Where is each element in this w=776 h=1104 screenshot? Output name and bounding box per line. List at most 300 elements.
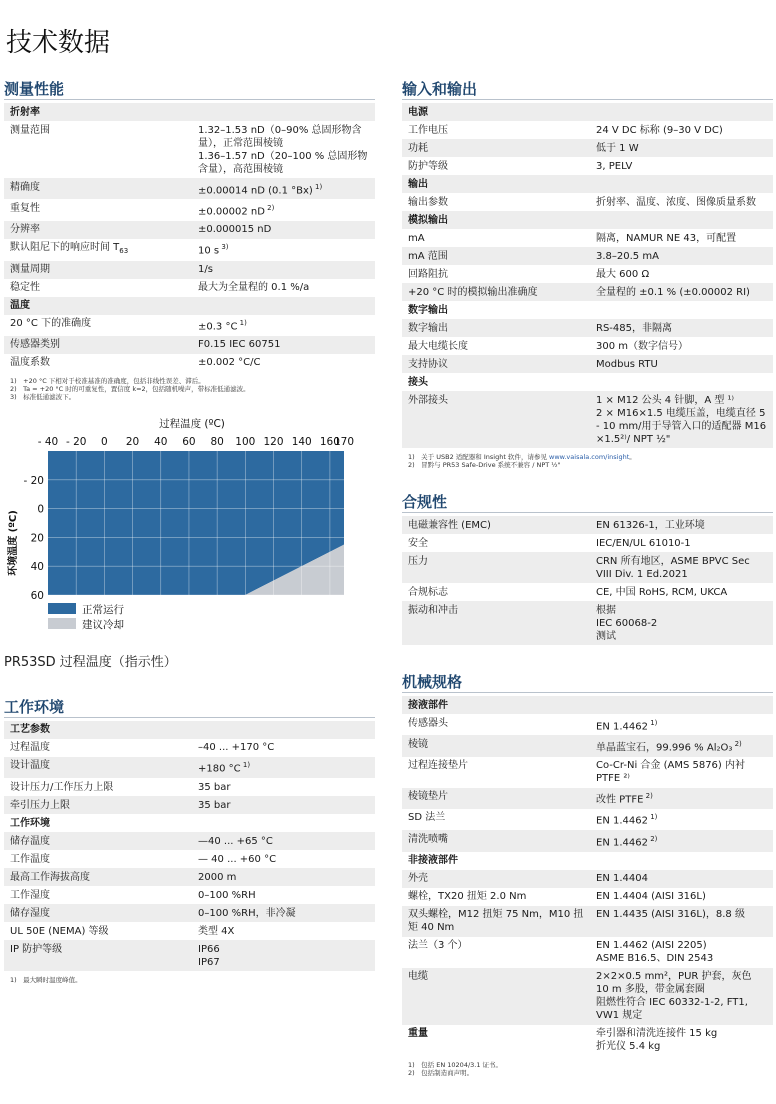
spec-label-text: 重复性 <box>10 202 40 214</box>
table-row <box>402 193 773 211</box>
spec-label <box>4 261 192 279</box>
spec-label <box>4 739 192 757</box>
spec-value <box>590 337 773 355</box>
spec-label <box>402 757 590 788</box>
group-heading: 工艺参数 <box>4 721 375 739</box>
spec-value <box>590 757 773 788</box>
table-row <box>402 714 773 735</box>
spec-label-text: 棱镜垫片 <box>408 791 448 803</box>
legend-label: 正常运行 <box>82 603 124 616</box>
footnote-ref: 1) <box>312 182 323 191</box>
table-row <box>402 809 773 830</box>
spec-label-text: 振动和冲击 <box>408 604 458 616</box>
spec-value-line: ±0.000015 nD <box>198 224 272 236</box>
group-heading: 输出 <box>402 175 773 193</box>
y-tick-label: 40 <box>30 561 44 574</box>
spec-value-line: 3, PELV <box>596 160 633 172</box>
spec-value-line: 0–100 %RH <box>198 889 256 901</box>
spec-label <box>4 868 192 886</box>
spec-value-line: 隔离，NAMUR NE 43，可配置 <box>596 232 737 244</box>
spec-label <box>402 968 590 1025</box>
spec-value <box>192 940 375 971</box>
spec-value-line: 低于 1 W <box>596 142 639 154</box>
spec-value-line: EN 1.4435 (AISI 316L)，8.8 级 <box>596 909 745 921</box>
spec-label-text: 温度系数 <box>10 357 50 369</box>
group-heading: 数字输出 <box>402 301 773 319</box>
spec-value <box>192 239 375 261</box>
spec-value-line: 改性 PTFE $^{2)}$ <box>596 792 653 806</box>
spec-value <box>192 922 375 940</box>
spec-value-line: EN 1.4462 $^{2)}$ <box>596 834 658 849</box>
spec-label-text: 传感器头 <box>408 717 448 729</box>
spec-value <box>590 265 773 283</box>
spec-value-line: EN 61326-1，工业环境 <box>596 519 705 531</box>
x-tick-label: 20 <box>125 435 140 448</box>
spec-value <box>590 968 773 1025</box>
table-row <box>4 336 375 354</box>
spec-value-line: IP66 <box>198 943 220 955</box>
spec-label <box>4 850 192 868</box>
y-tick-label: - 20 <box>23 474 44 487</box>
mechanical-section <box>402 671 773 1077</box>
measurement-footnotes <box>4 377 375 401</box>
spec-value-line: 3.8–20.5 mA <box>596 250 659 262</box>
spec-value <box>192 279 375 297</box>
spec-value <box>590 139 773 157</box>
spec-value <box>192 886 375 904</box>
spec-label-text: 储存温度 <box>10 835 50 847</box>
spec-value-line: 300 m（数字信号） <box>596 340 689 352</box>
spec-label-text: 测量周期 <box>10 264 50 276</box>
spec-label <box>4 354 192 372</box>
table-row <box>402 830 773 851</box>
table-row <box>402 247 773 265</box>
spec-value <box>192 832 375 850</box>
spec-value-line: 1/s <box>198 264 213 276</box>
table-row <box>402 121 773 139</box>
footnote-ref: 3) <box>219 243 229 252</box>
spec-label-subscript: 63 <box>119 247 129 256</box>
spec-value <box>192 904 375 922</box>
spec-value <box>590 788 773 809</box>
table-row <box>402 211 773 229</box>
spec-label-text: 牵引压力上限 <box>10 799 70 811</box>
spec-label-text: 传感器类别 <box>10 339 60 351</box>
table-row <box>402 337 773 355</box>
spec-value-line: Co-Cr-Ni 合金 (AMS 5876) 内衬 PTFE ²⁾ <box>596 760 745 785</box>
group-heading: 接头 <box>402 373 773 391</box>
section-title-measurement: 测量性能 <box>4 78 375 100</box>
spec-value-line: ±0.3 °C $^{1)}$ <box>198 319 247 333</box>
legend-label: 建议冷却 <box>82 618 124 631</box>
spec-value <box>590 601 773 645</box>
spec-value <box>590 830 773 851</box>
chart-title: 过程温度 (ºC) <box>159 417 225 430</box>
x-tick-label: 100 <box>235 435 256 448</box>
table-row <box>402 937 773 968</box>
spec-label <box>402 355 590 373</box>
table-row <box>402 552 773 583</box>
x-tick-label: 160 <box>319 435 340 448</box>
compliance-section <box>402 491 773 645</box>
spec-value-line: 1.32–1.53 nD（0–90% 总固形物含量），正常范围棱镜 <box>198 124 362 149</box>
spec-value-line: EN 1.4404 <box>596 873 648 885</box>
spec-value <box>590 157 773 175</box>
environment-footnotes <box>4 976 375 984</box>
measurement-table <box>4 103 375 372</box>
spec-value-line: IEC/EN/UL 61010-1 <box>596 537 691 549</box>
spec-label <box>402 534 590 552</box>
table-row <box>402 757 773 788</box>
group-heading: 接液部件 <box>402 696 773 714</box>
spec-value <box>590 937 773 968</box>
spec-label <box>4 886 192 904</box>
spec-value <box>192 850 375 868</box>
spec-value-line: 0–100 %RH，非冷凝 <box>198 907 296 919</box>
spec-value-line: –40 ... +170 °C <box>198 742 275 754</box>
footnote-ref: 2) <box>647 834 658 843</box>
spec-value <box>590 121 773 139</box>
table-row <box>4 832 375 850</box>
spec-value <box>192 778 375 796</box>
chart-caption: PR53SD 过程温度（指示性） <box>4 654 177 670</box>
insight-link[interactable]: www.vaisala.com/insight <box>549 453 630 461</box>
table-row <box>402 373 773 391</box>
table-row <box>402 229 773 247</box>
spec-label-text: 设计压力/工作压力上限 <box>10 781 114 793</box>
spec-value <box>192 796 375 814</box>
table-row <box>402 301 773 319</box>
spec-label-text: 过程连接垫片 <box>408 760 468 772</box>
spec-value-line: 折射率、温度、浓度、图像质量系数 <box>596 196 756 208</box>
spec-value-line: 2×2×0.5 mm²，PUR 护套，灰色 10 m 多股，带金属套圈 <box>596 971 752 996</box>
spec-value-line: IP67 <box>198 956 220 968</box>
spec-value <box>192 261 375 279</box>
compliance-table <box>402 516 773 645</box>
spec-value <box>590 809 773 830</box>
table-row <box>402 103 773 121</box>
table-row <box>402 583 773 601</box>
table-row <box>402 355 773 373</box>
spec-value-line: 35 bar <box>198 799 231 811</box>
spec-value-line: EN 1.4462 (AISI 2205) <box>596 940 707 952</box>
footnote-ref: 1) <box>647 813 658 822</box>
table-row <box>4 354 375 372</box>
spec-value <box>192 336 375 354</box>
spec-value-line: CRN 所有地区，ASME BPVC Sec VIII Div. 1 Ed.2021 <box>596 555 750 580</box>
footnote-ref: 2) <box>264 203 275 212</box>
footnote: 2) Ta = +20 °C 时的可重复性，置信度 k=2，包括随机噪声，带标准低通滤波。 <box>10 384 250 393</box>
spec-value-line: ±0.002 °C/C <box>198 357 261 369</box>
footnote: 2) 冒黔与 PR53 Safe-Drive 系统不兼容 / NPT ½" <box>408 461 561 469</box>
spec-value <box>590 193 773 211</box>
spec-label <box>4 757 192 778</box>
spec-value <box>192 868 375 886</box>
spec-label <box>402 139 590 157</box>
spec-value <box>192 221 375 239</box>
mechanical-footnotes <box>402 1061 773 1077</box>
y-tick-label: 0 <box>37 503 44 516</box>
spec-value-line: 最大 600 Ω <box>596 268 650 280</box>
spec-label <box>4 315 192 336</box>
spec-value-line: RS-485，非隔离 <box>596 322 672 334</box>
right-column <box>402 78 773 1077</box>
table-row <box>4 199 375 220</box>
table-row <box>402 319 773 337</box>
spec-value <box>590 888 773 906</box>
spec-value-line: +180 °C $^{1)}$ <box>198 761 251 775</box>
spec-value <box>192 199 375 220</box>
table-row <box>402 870 773 888</box>
spec-label <box>402 265 590 283</box>
spec-label <box>402 283 590 301</box>
section-title-io: 输入和输出 <box>402 78 773 100</box>
spec-label <box>4 904 192 922</box>
table-row <box>402 888 773 906</box>
group-heading: 电源 <box>402 103 773 121</box>
spec-label-text: 测量范围 <box>10 124 50 136</box>
footnote-ref: 1) <box>237 319 247 328</box>
table-row <box>4 904 375 922</box>
spec-label <box>402 337 590 355</box>
spec-label-text: 清洗喷嘴 <box>408 833 448 845</box>
spec-label-text: 重量 <box>408 1028 428 1040</box>
spec-value-line: Modbus RTU <box>596 358 658 370</box>
spec-label <box>402 906 590 937</box>
spec-value <box>590 870 773 888</box>
spec-label <box>402 583 590 601</box>
io-footnotes <box>402 453 773 469</box>
spec-label <box>4 239 192 261</box>
spec-label-text: 储存湿度 <box>10 907 50 919</box>
spec-value <box>590 283 773 301</box>
spec-value <box>192 739 375 757</box>
spec-label <box>4 279 192 297</box>
footnote-ref: 1) <box>647 718 658 727</box>
spec-value-line: 全量程的 ±0.1 % (±0.00002 RI) <box>596 286 750 298</box>
spec-value-line: 1.36–1.57 nD（20–100 % 总固形物含量），高范围棱镜 <box>198 150 368 175</box>
spec-label-text: 支持协议 <box>408 358 448 370</box>
spec-label <box>4 221 192 239</box>
spec-label <box>402 193 590 211</box>
spec-label <box>402 391 590 448</box>
section-title-environment: 工作环境 <box>4 696 375 718</box>
table-row <box>402 696 773 714</box>
spec-label-text: 功耗 <box>408 142 428 154</box>
spec-label-text: 工作电压 <box>408 124 448 136</box>
table-row <box>4 886 375 904</box>
table-row <box>4 778 375 796</box>
spec-value-line: 单晶蓝宝石，99.996 % Al₂O₃ $^{2)}$ <box>596 739 742 754</box>
group-heading: 非接液部件 <box>402 852 773 870</box>
footnote: 2) 包括制造商声明。 <box>408 1068 474 1077</box>
table-row <box>4 814 375 832</box>
spec-label-text: 回路阻抗 <box>408 268 448 280</box>
table-row <box>402 852 773 870</box>
spec-label <box>4 940 192 971</box>
spec-label <box>402 516 590 534</box>
spec-label <box>402 830 590 851</box>
spec-value <box>192 178 375 199</box>
spec-value-line: EN 1.4404 (AISI 316L) <box>596 891 706 903</box>
left-column <box>4 78 375 984</box>
table-row <box>402 968 773 1025</box>
spec-value-line: 类型 4X <box>198 925 235 937</box>
spec-label-text: 精确度 <box>10 181 40 193</box>
spec-value <box>590 714 773 735</box>
spec-value <box>590 391 773 448</box>
io-table <box>402 103 773 448</box>
spec-label <box>402 714 590 735</box>
spec-label-text: 工作温度 <box>10 853 50 865</box>
footnote-ref: 1) <box>240 761 251 770</box>
spec-value-line: ±0.00002 nD $^{2)}$ <box>198 203 275 218</box>
spec-label <box>402 888 590 906</box>
table-row <box>402 157 773 175</box>
spec-value <box>192 315 375 336</box>
footnote: 1) +20 °C 下相对于校准基准的准确度，包括非线性误差、滞后。 <box>10 376 205 385</box>
footnote-ref: 2) <box>643 792 653 801</box>
table-row <box>4 757 375 778</box>
spec-value <box>590 735 773 756</box>
legend-swatch-cooling <box>48 618 76 629</box>
spec-value <box>590 552 773 583</box>
spec-label <box>402 121 590 139</box>
spec-label <box>4 336 192 354</box>
group-heading: 工作环境 <box>4 814 375 832</box>
spec-value <box>590 1025 773 1056</box>
spec-label <box>402 870 590 888</box>
spec-label <box>4 121 192 178</box>
spec-value <box>192 757 375 778</box>
page-title: 技术数据 <box>6 28 111 58</box>
spec-value <box>192 354 375 372</box>
table-row <box>402 265 773 283</box>
spec-label-text: 最大电缆长度 <box>408 340 468 352</box>
spec-value-line: CE, 中国 RoHS, RCM, UKCA <box>596 586 728 598</box>
x-tick-label: 40 <box>154 435 168 448</box>
spec-value <box>590 583 773 601</box>
spec-label-text: 双头螺栓，M12 扭矩 75 Nm，M10 扭矩 40 Nm <box>408 909 584 934</box>
spec-value-line: 1 × M12 公头 4 针脚，A 型 ¹⁾ <box>596 394 735 406</box>
spec-label-text: 工作湿度 <box>10 889 50 901</box>
spec-label-text: mA <box>408 232 425 244</box>
spec-label <box>402 735 590 756</box>
spec-value <box>590 319 773 337</box>
table-row <box>4 178 375 199</box>
spec-label-text: 设计温度 <box>10 760 50 772</box>
spec-value <box>590 355 773 373</box>
x-tick-label: 60 <box>182 435 196 448</box>
spec-label-text: UL 50E (NEMA) 等级 <box>10 925 109 937</box>
footnote: 3) 标准低通滤波下。 <box>10 392 76 401</box>
spec-label-text: IP 防护等级 <box>10 943 63 955</box>
spec-value <box>590 534 773 552</box>
spec-value-line: EN 1.4462 $^{1)}$ <box>596 813 658 827</box>
spec-label <box>402 1025 590 1056</box>
spec-label-text: SD 法兰 <box>408 812 446 824</box>
spec-label-text: 防护等级 <box>408 160 448 172</box>
x-tick-label: 80 <box>210 435 224 448</box>
spec-label-text: 外壳 <box>408 873 428 885</box>
spec-value-line: — 40 ... +60 °C <box>198 853 277 865</box>
spec-value-line: 24 V DC 标称 (9–30 V DC) <box>596 124 723 136</box>
measurement-section <box>4 78 375 401</box>
table-row <box>402 1025 773 1056</box>
spec-label <box>4 778 192 796</box>
table-row <box>4 315 375 336</box>
table-row <box>402 283 773 301</box>
table-row <box>4 868 375 886</box>
table-row <box>402 534 773 552</box>
spec-label <box>4 199 192 220</box>
x-tick-label: 120 <box>263 435 284 448</box>
footnote-ref: 2) <box>732 739 742 748</box>
spec-label-text: 合规标志 <box>408 586 448 598</box>
spec-label-text: 棱镜 <box>408 738 428 750</box>
table-row <box>4 739 375 757</box>
table-row <box>402 139 773 157</box>
table-row <box>402 906 773 937</box>
y-tick-label: 20 <box>30 532 44 545</box>
spec-label-text: 法兰（3 个） <box>408 940 468 952</box>
spec-label-text: +20 °C 时的模拟输出准确度 <box>408 286 538 298</box>
spec-label-text: 压力 <box>408 555 428 567</box>
table-row <box>402 391 773 448</box>
table-row <box>4 121 375 178</box>
x-tick-label: - 40 <box>37 435 59 448</box>
table-row <box>402 788 773 809</box>
temperature-chart-svg <box>4 415 375 645</box>
footnote: 1) 关于 USB2 适配器和 Insight 软件，请参见 www.vaisala.com/insight。 <box>408 453 636 461</box>
x-tick-label: - 20 <box>65 435 87 448</box>
table-row <box>4 297 375 315</box>
table-row <box>4 721 375 739</box>
spec-value-line: ±0.00014 nD (0.1 °Bx) $^{1)}$ <box>198 182 323 196</box>
spec-value <box>192 121 375 178</box>
table-row <box>4 239 375 261</box>
legend-swatch-normal <box>48 603 76 614</box>
table-row <box>4 940 375 971</box>
table-row <box>4 922 375 940</box>
environment-section <box>4 696 375 984</box>
spec-label-text: 输出参数 <box>408 196 448 208</box>
spec-value-line: 牵引器和清洗连接件 15 kg <box>596 1028 718 1040</box>
spec-label-text: 20 °C 下的准确度 <box>10 318 92 330</box>
x-tick-label: 0 <box>101 435 108 448</box>
y-axis-label: 环境温度 (ºC) <box>8 510 19 576</box>
y-tick-label: 60 <box>30 589 44 602</box>
spec-value-line: 35 bar <box>198 781 231 793</box>
spec-value-line: EN 1.4462 $^{1)}$ <box>596 718 658 732</box>
spec-label-text: 默认阻尼下的响应时间 T <box>10 242 120 254</box>
spec-value-line: 2 × M16×1.5 电缆压盖，电缆直径 5 - 10 mm/用于导管入口的适配器 M16 ×1.5²⁾/ NPT ½" <box>596 407 767 445</box>
table-row <box>4 261 375 279</box>
spec-label <box>402 809 590 830</box>
spec-value-line: 2000 m <box>198 871 237 883</box>
spec-label-text: 稳定性 <box>10 282 40 294</box>
spec-label <box>402 788 590 809</box>
section-title-mechanical: 机械规格 <box>402 671 773 693</box>
mechanical-table <box>402 696 773 1056</box>
spec-value <box>590 229 773 247</box>
x-tick-label: 140 <box>291 435 312 448</box>
spec-value <box>590 906 773 937</box>
spec-value <box>590 516 773 534</box>
table-row <box>402 735 773 756</box>
spec-label <box>4 796 192 814</box>
table-row <box>402 601 773 645</box>
